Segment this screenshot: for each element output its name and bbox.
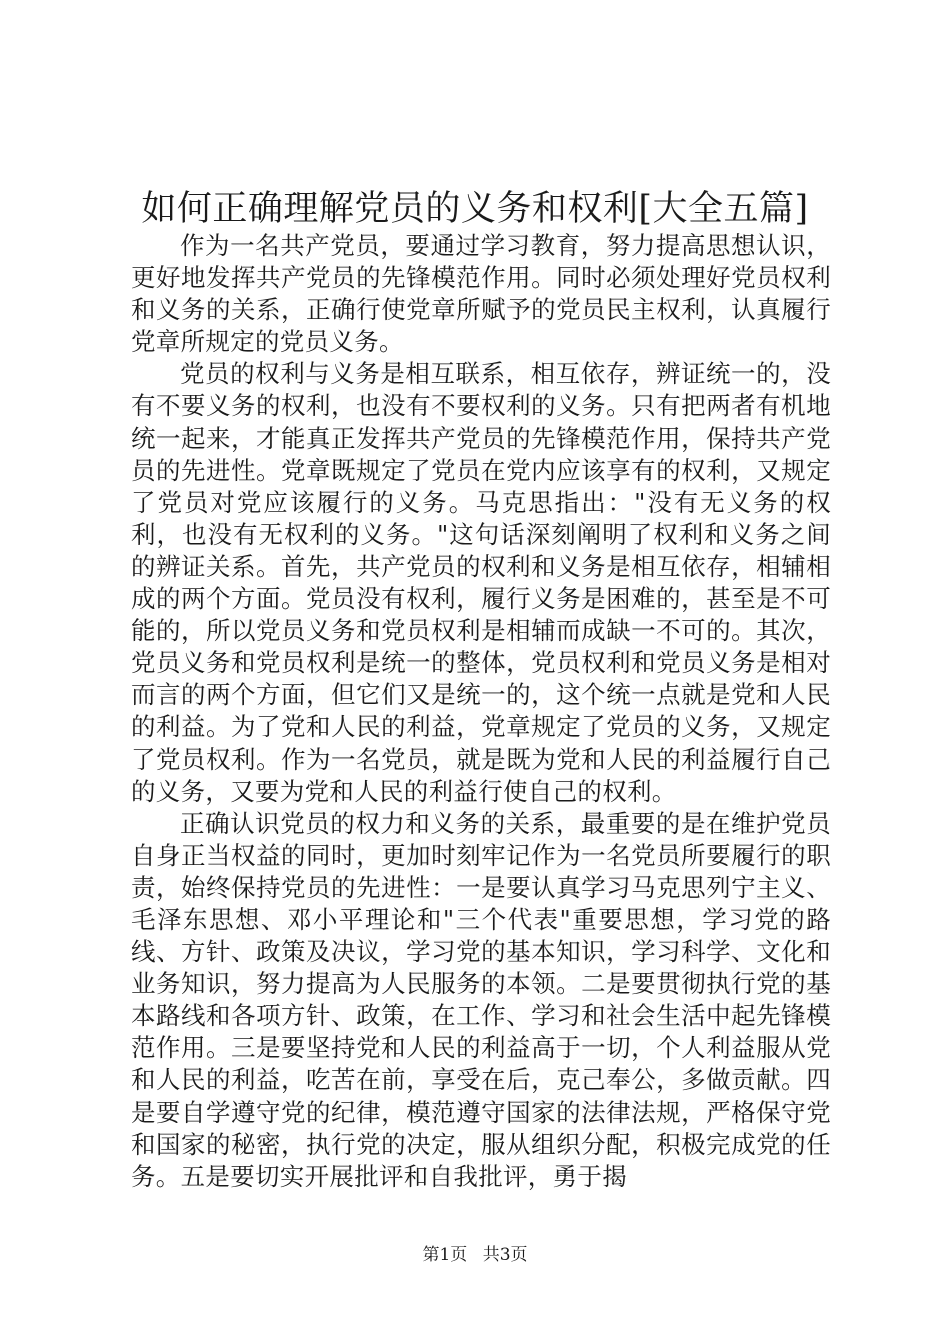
document-body bbox=[131, 230, 831, 1193]
page-total: 共3页 bbox=[482, 1245, 528, 1265]
page-footer bbox=[0, 1244, 950, 1266]
page-number: 第1页 bbox=[422, 1245, 468, 1265]
body-paragraph: 正确认识党员的权力和义务的关系，最重要的是在维护党员自身正当权益的同时，更加时刻牢记作为一名党员所要履行的职责，始终保持党员的先进性：一是要认真学习马克思列宁主义、毛泽东思想、邓小平理论和"三个代表"重要思想，学习党的路线、方针、政策及决议，学习党的基本知识，学习科学、文化和业务知识，努力提高为人民服务的本领。二是要贯彻执行党的基本路线和各项方针、政策，在工作、学习和社会生活中起先锋模范作用。三是要坚持党和人民的利益高于一切，个人利益服从党和人民的利益，吃苦在前，享受在后，克己奉公，多做贡献。四是要自学遵守党的纪律，模范遵守国家的法律法规，严格保守党和国家的秘密，执行党的决定，服从组织分配，积极完成党的任务。五是要切实开展批评和自我批评，勇于揭 bbox=[131, 808, 831, 1191]
document-title: 如何正确理解党员的义务和权利[大全五篇] bbox=[141, 189, 809, 229]
body-paragraph: 党员的权利与义务是相互联系，相互依存，辨证统一的，没有不要义务的权利，也没有不要权利的义务。只有把两者有机地统一起来，才能真正发挥共产党员的先锋模范作用，保持共产党员的先进性。党章既规定了党员在党内应该享有的权利，又规定了党员对党应该履行的义务。马克思指出："没有无义务的权利，也没有无权利的义务。"这句话深刻阐明了权利和义务之间的辨证关系。首先，共产党员的权利和义务是相互依存，相辅相成的两个方面。党员没有权利，履行义务是困难的，甚至是不可能的，所以党员义务和党员权利是相辅而成缺一不可的。其次，党员义务和党员权利是统一的整体，党员权利和党员义务是相对而言的两个方面，但它们又是统一的，这个统一点就是党和人民的利益。为了党和人民的利益，党章规定了党员的义务，又规定了党员权利。作为一名党员，就是既为党和人民的利益履行自己的义务，又要为党和人民的利益行使自己的权利。 bbox=[131, 359, 831, 806]
body-paragraph: 作为一名共产党员，要通过学习教育，努力提高思想认识，更好地发挥共产党员的先锋模范作用。同时必须处理好党员权利和义务的关系，正确行使党章所赋予的党员民主权利，认真履行党章所规定的党员义务。 bbox=[131, 231, 831, 357]
